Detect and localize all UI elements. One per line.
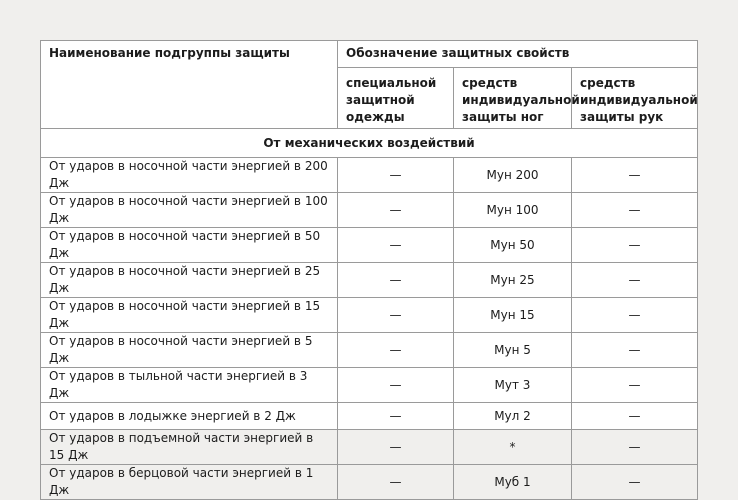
header-subgroup-name: Наименование подгруппы защиты <box>41 41 338 129</box>
header-foot-protection: средств индивидуальной защиты ног <box>454 68 572 129</box>
row-feet-cell: Мун 100 <box>454 193 572 228</box>
header-protective-properties: Обозначение защитных свойств <box>338 41 698 68</box>
row-name-cell: От ударов в носочной части энергией в 100 Дж <box>41 193 338 228</box>
row-hands-cell: — <box>572 403 698 430</box>
table-row <box>41 158 698 193</box>
row-clothing-cell: — <box>338 158 454 193</box>
row-feet-cell: Мун 200 <box>454 158 572 193</box>
row-feet-cell: Мун 15 <box>454 298 572 333</box>
row-hands-cell: — <box>572 228 698 263</box>
row-hands-cell: — <box>572 430 698 465</box>
row-clothing-cell: — <box>338 298 454 333</box>
row-clothing-cell: — <box>338 263 454 298</box>
table-row <box>41 193 698 228</box>
row-name-cell: От ударов в носочной части энергией в 200 Дж <box>41 158 338 193</box>
row-hands-cell: — <box>572 298 698 333</box>
row-hands-cell: — <box>572 158 698 193</box>
row-feet-cell: Мун 25 <box>454 263 572 298</box>
row-clothing-cell: — <box>338 465 454 500</box>
group-row <box>41 129 698 158</box>
row-hands-cell: — <box>572 465 698 500</box>
row-feet-cell: Мун 5 <box>454 333 572 368</box>
row-clothing-cell: — <box>338 403 454 430</box>
table-row <box>41 228 698 263</box>
header-hand-protection: средств индивидуальной защиты рук <box>572 68 698 129</box>
table-row <box>41 333 698 368</box>
protection-table <box>40 40 698 500</box>
row-name-cell: От ударов в носочной части энергией в 25 Дж <box>41 263 338 298</box>
table-row <box>41 403 698 430</box>
row-clothing-cell: — <box>338 333 454 368</box>
row-hands-cell: — <box>572 368 698 403</box>
table-row <box>41 430 698 465</box>
row-feet-cell: Мул 2 <box>454 403 572 430</box>
header-special-clothing: специальной защитной одежды <box>338 68 454 129</box>
row-clothing-cell: — <box>338 228 454 263</box>
document-sheet <box>40 40 698 497</box>
row-hands-cell: — <box>572 333 698 368</box>
row-clothing-cell: — <box>338 368 454 403</box>
row-feet-cell: Мут 3 <box>454 368 572 403</box>
row-name-cell: От ударов в носочной части энергией в 5 Дж <box>41 333 338 368</box>
group-title: От механических воздействий <box>41 129 698 158</box>
row-clothing-cell: — <box>338 193 454 228</box>
row-name-cell: От ударов в подъемной части энергией в 15 Дж <box>41 430 338 465</box>
row-hands-cell: — <box>572 193 698 228</box>
row-feet-cell: Муб 1 <box>454 465 572 500</box>
row-name-cell: От ударов в берцовой части энергией в 1 Дж <box>41 465 338 500</box>
table-body <box>41 158 698 500</box>
row-name-cell: От ударов в тыльной части энергией в 3 Дж <box>41 368 338 403</box>
table-row <box>41 465 698 500</box>
row-name-cell: От ударов в носочной части энергией в 50 Дж <box>41 228 338 263</box>
header-row <box>41 41 698 68</box>
row-feet-cell: * <box>454 430 572 465</box>
table-row <box>41 368 698 403</box>
row-name-cell: От ударов в носочной части энергией в 15 Дж <box>41 298 338 333</box>
row-hands-cell: — <box>572 263 698 298</box>
row-name-cell: От ударов в лодыжке энергией в 2 Дж <box>41 403 338 430</box>
table-row <box>41 263 698 298</box>
row-feet-cell: Мун 50 <box>454 228 572 263</box>
row-clothing-cell: — <box>338 430 454 465</box>
table-row <box>41 298 698 333</box>
